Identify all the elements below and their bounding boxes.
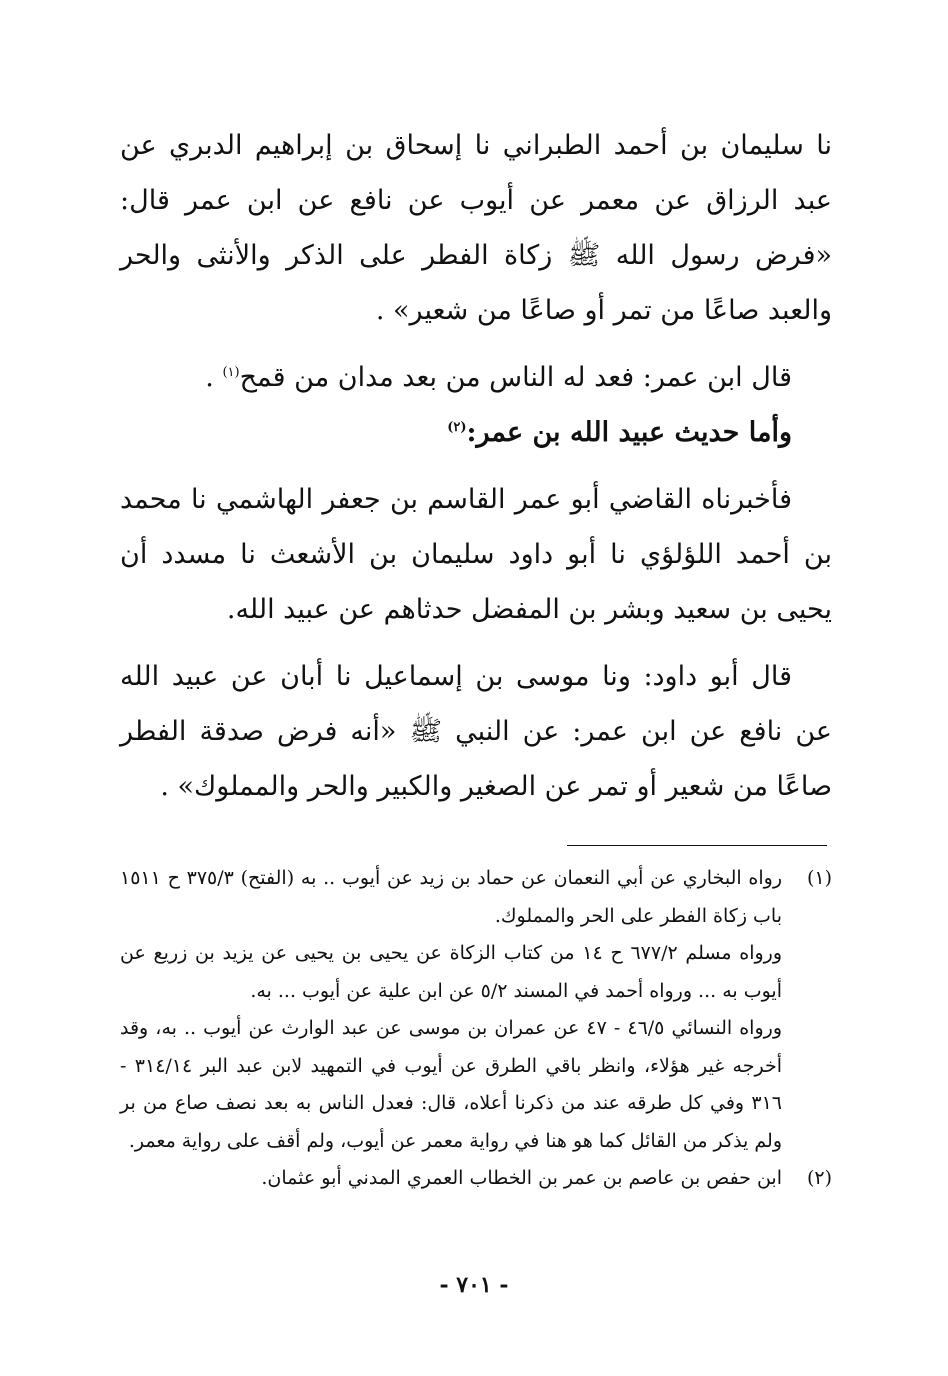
footnote-2-text: ابن حفص بن عاصم بن عمر بن الخطاب العمري المدني أبو عثمان. xyxy=(261,1167,782,1189)
main-text xyxy=(120,118,832,814)
footnote-2-number: (٢) xyxy=(806,1167,832,1189)
footnote-ref-1[interactable]: (١) xyxy=(222,365,240,380)
paragraph-hadith-tabarani: نا سليمان بن أحمد الطبراني نا إسحاق بن إبراهيم الدبري عن عبد الرزاق عن معمر عن أيوب عن نافع عن ابن عمر قال: «فرض رسول الله ﷺ زكاة الفطر على الذكر والأنثى والحر والعبد صاعًا من تمر أو صاعًا من شعير» . xyxy=(120,130,832,326)
paragraph-ibn-umar-comment xyxy=(120,350,832,405)
footnote-2 xyxy=(120,1160,832,1198)
footnote-1-line-bukhari: رواه البخاري عن أبي النعمان عن حماد بن زيد عن أيوب .. به (الفتح) ٣٧٥/٣ ح ١٥١١ باب زكاة الفطر على الحر والمملوك. xyxy=(120,867,783,927)
page-number: - ٧٠١ - xyxy=(439,1272,509,1298)
footnotes xyxy=(120,860,832,1198)
paragraph-ibn-umar-comment-text: قال ابن عمر: فعد له الناس من بعد مدان من قمح xyxy=(239,362,792,393)
footnote-1-number: (١) xyxy=(806,867,832,889)
section-heading-text: وأما حديث عبيد الله بن عمر: xyxy=(466,417,792,448)
footnote-1-line-muslim: ورواه مسلم ٦٧٧/٢ ح ١٤ من كتاب الزكاة عن يحيى بن يحيى عن يزيد بن زريع عن أيوب به ... ورواه أحمد في المسند ٥/٢ عن ابن علية عن أيوب ... به. xyxy=(120,942,782,1002)
footnote-separator xyxy=(567,845,827,846)
footnote-1-line-nasai: ورواه النسائي ٤٦/٥ - ٤٧ عن عمران بن موسى عن عبد الوارث عن أيوب .. به، وقد أخرجه غير هؤلاء، وانظر باقي الطرق عن أيوب في التمهيد لابن عبد البر ٣١٤/١٤ - ٣١٦ وفي كل طرقه عند من ذكرنا أعلاه، قال: فعدل الناس به بعد نصف صاع من بر ولم يذكر من القائل كما هو هنا في رواية معمر عن أيوب، ولم أقف على رواية معمر. xyxy=(120,1017,782,1152)
section-heading xyxy=(120,405,832,460)
paragraph-abu-dawud: قال أبو داود: ونا موسى بن إسماعيل نا أبان عن عبيد الله عن نافع عن ابن عمر: عن النبي ﷺ «أنه فرض صدقة الفطر صاعًا من شعير أو تمر عن الصغير والكبير والحر والمملوك» . xyxy=(120,661,832,802)
paragraph-abu-umar-qasim: فأخبرناه القاضي أبو عمر القاسم بن جعفر الهاشمي نا محمد بن أحمد اللؤلؤي نا أبو داود سليمان بن الأشعث نا مسدد أن يحيى بن سعيد وبشر بن المفضل حدثاهم عن عبيد الله. xyxy=(120,484,832,625)
paragraph-ibn-umar-comment-tail: . xyxy=(205,362,223,393)
footnote-ref-2[interactable]: (٢) xyxy=(447,420,467,435)
footnote-1 xyxy=(120,860,832,1160)
